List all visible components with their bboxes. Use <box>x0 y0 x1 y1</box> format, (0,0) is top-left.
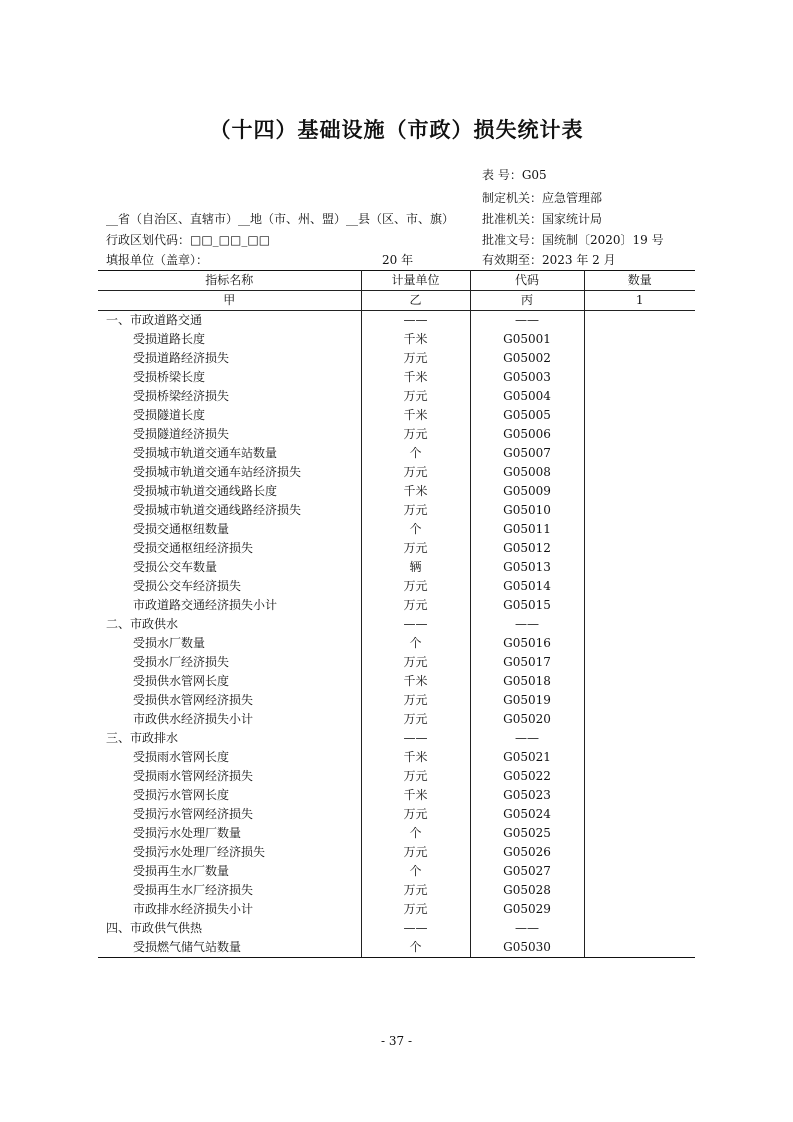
row-unit: 千米 <box>361 482 470 501</box>
row-quantity[interactable] <box>584 691 695 710</box>
row-quantity[interactable] <box>584 748 695 767</box>
row-quantity[interactable] <box>584 729 695 748</box>
row-name: 受损供水管网经济损失 <box>98 691 361 710</box>
row-name: 四、市政供气供热 <box>98 919 361 938</box>
row-quantity[interactable] <box>584 615 695 634</box>
table-row <box>98 387 695 406</box>
row-code: G05021 <box>470 748 584 767</box>
row-name: 一、市政道路交通 <box>98 311 361 331</box>
row-name: 受损隧道经济损失 <box>98 425 361 444</box>
row-quantity[interactable] <box>584 463 695 482</box>
row-code: G05017 <box>470 653 584 672</box>
loss-statistics-table <box>98 270 695 958</box>
row-unit: 万元 <box>361 767 470 786</box>
row-quantity[interactable] <box>584 387 695 406</box>
row-quantity[interactable] <box>584 786 695 805</box>
row-name: 受损隧道长度 <box>98 406 361 425</box>
row-quantity[interactable] <box>584 824 695 843</box>
row-unit: 千米 <box>361 330 470 349</box>
row-name: 受损雨水管网长度 <box>98 748 361 767</box>
page-title: （十四）基础设施（市政）损失统计表 <box>209 118 584 142</box>
row-code: G05001 <box>470 330 584 349</box>
header-code-jia: 甲 <box>98 291 361 311</box>
table-row <box>98 444 695 463</box>
row-code: G05009 <box>470 482 584 501</box>
row-quantity[interactable] <box>584 938 695 958</box>
table-row <box>98 824 695 843</box>
table-row <box>98 330 695 349</box>
row-quantity[interactable] <box>584 406 695 425</box>
row-name: 市政道路交通经济损失小计 <box>98 596 361 615</box>
row-quantity[interactable] <box>584 862 695 881</box>
row-code: G05024 <box>470 805 584 824</box>
row-code: —— <box>470 615 584 634</box>
row-unit: 万元 <box>361 577 470 596</box>
row-quantity[interactable] <box>584 805 695 824</box>
row-quantity[interactable] <box>584 368 695 387</box>
table-row <box>98 406 695 425</box>
row-quantity[interactable] <box>584 482 695 501</box>
row-unit: —— <box>361 311 470 331</box>
row-quantity[interactable] <box>584 501 695 520</box>
row-name: 受损供水管网长度 <box>98 672 361 691</box>
row-code: G05010 <box>470 501 584 520</box>
row-name: 受损污水处理厂经济损失 <box>98 843 361 862</box>
row-code: G05019 <box>470 691 584 710</box>
row-quantity[interactable] <box>584 634 695 653</box>
table-row <box>98 482 695 501</box>
row-unit: 万元 <box>361 881 470 900</box>
header-quantity: 数量 <box>584 271 695 291</box>
row-name: 市政供水经济损失小计 <box>98 710 361 729</box>
row-quantity[interactable] <box>584 900 695 919</box>
table-row <box>98 748 695 767</box>
row-code: G05013 <box>470 558 584 577</box>
row-quantity[interactable] <box>584 425 695 444</box>
row-unit: 万元 <box>361 425 470 444</box>
header-code-row <box>98 291 695 311</box>
row-unit: 万元 <box>361 843 470 862</box>
row-name: 受损再生水厂数量 <box>98 862 361 881</box>
row-name: 受损交通枢纽数量 <box>98 520 361 539</box>
row-name: 二、市政供水 <box>98 615 361 634</box>
row-name: 受损公交车数量 <box>98 558 361 577</box>
approval-doc: 批准文号：国统制〔2020〕19 号 <box>482 233 664 247</box>
row-unit: 千米 <box>361 368 470 387</box>
row-code: G05023 <box>470 786 584 805</box>
row-quantity[interactable] <box>584 577 695 596</box>
row-code: G05030 <box>470 938 584 958</box>
row-quantity[interactable] <box>584 558 695 577</box>
row-code: G05028 <box>470 881 584 900</box>
row-code: —— <box>470 729 584 748</box>
row-code: G05018 <box>470 672 584 691</box>
row-unit: 千米 <box>361 748 470 767</box>
header-row <box>98 271 695 291</box>
row-name: 受损污水处理厂数量 <box>98 824 361 843</box>
row-quantity[interactable] <box>584 653 695 672</box>
table-row <box>98 938 695 958</box>
row-code: G05012 <box>470 539 584 558</box>
row-unit: 万元 <box>361 710 470 729</box>
table-row <box>98 881 695 900</box>
row-unit: 万元 <box>361 805 470 824</box>
row-quantity[interactable] <box>584 539 695 558</box>
table-row <box>98 862 695 881</box>
approval-org: 批准机关：国家统计局 <box>482 212 603 226</box>
table-number: 表 号：G05 <box>482 168 547 182</box>
row-name: 受损水厂经济损失 <box>98 653 361 672</box>
table-row <box>98 520 695 539</box>
division-code: 行政区划代码：□□_□□_□□ <box>106 233 271 247</box>
table-row <box>98 729 695 748</box>
table-row <box>98 615 695 634</box>
row-unit: —— <box>361 615 470 634</box>
table-row <box>98 843 695 862</box>
row-unit: 千米 <box>361 406 470 425</box>
row-code: G05026 <box>470 843 584 862</box>
table-row <box>98 577 695 596</box>
table-row <box>98 539 695 558</box>
row-name: 受损城市轨道交通车站数量 <box>98 444 361 463</box>
table-row <box>98 425 695 444</box>
row-unit: 万元 <box>361 596 470 615</box>
row-name: 受损城市轨道交通线路经济损失 <box>98 501 361 520</box>
row-unit: 万元 <box>361 501 470 520</box>
table-row <box>98 900 695 919</box>
table-row <box>98 786 695 805</box>
reporting-unit: 填报单位（盖章）： <box>106 253 209 267</box>
row-name: 受损道路长度 <box>98 330 361 349</box>
row-name: 受损再生水厂经济损失 <box>98 881 361 900</box>
table-row <box>98 634 695 653</box>
row-name: 受损桥梁经济损失 <box>98 387 361 406</box>
table-row <box>98 710 695 729</box>
row-unit: 万元 <box>361 900 470 919</box>
row-unit: 辆 <box>361 558 470 577</box>
row-quantity[interactable] <box>584 444 695 463</box>
page-number: - 37 - <box>380 1034 412 1048</box>
table-row <box>98 767 695 786</box>
row-code: G05006 <box>470 425 584 444</box>
table-row <box>98 691 695 710</box>
row-name: 受损交通枢纽经济损失 <box>98 539 361 558</box>
row-unit: 个 <box>361 520 470 539</box>
row-unit: 万元 <box>361 691 470 710</box>
row-code: G05005 <box>470 406 584 425</box>
row-code: G05003 <box>470 368 584 387</box>
row-quantity[interactable] <box>584 881 695 900</box>
row-code: G05027 <box>470 862 584 881</box>
row-quantity[interactable] <box>584 710 695 729</box>
table-row <box>98 349 695 368</box>
table-row <box>98 558 695 577</box>
row-unit: 个 <box>361 444 470 463</box>
row-name: 受损污水管网长度 <box>98 786 361 805</box>
table-row <box>98 596 695 615</box>
row-unit: 万元 <box>361 539 470 558</box>
row-code: G05004 <box>470 387 584 406</box>
row-unit: —— <box>361 919 470 938</box>
row-name: 受损燃气储气站数量 <box>98 938 361 958</box>
row-unit: 个 <box>361 824 470 843</box>
table-row <box>98 311 695 331</box>
row-name: 受损桥梁长度 <box>98 368 361 387</box>
table-row <box>98 805 695 824</box>
header-unit: 计量单位 <box>361 271 470 291</box>
row-quantity[interactable] <box>584 330 695 349</box>
row-unit: 个 <box>361 938 470 958</box>
row-name: 受损公交车经济损失 <box>98 577 361 596</box>
row-code: G05022 <box>470 767 584 786</box>
header-code-yi: 乙 <box>361 291 470 311</box>
row-name: 市政排水经济损失小计 <box>98 900 361 919</box>
region-line: __省（自治区、直辖市）__地（市、州、盟）__县（区、市、旗） <box>106 212 455 226</box>
row-quantity[interactable] <box>584 349 695 368</box>
row-code: —— <box>470 919 584 938</box>
row-name: 受损污水管网经济损失 <box>98 805 361 824</box>
row-code: G05007 <box>470 444 584 463</box>
row-quantity[interactable] <box>584 672 695 691</box>
row-unit: 万元 <box>361 653 470 672</box>
header-code-1: 1 <box>584 291 695 311</box>
row-quantity[interactable] <box>584 919 695 938</box>
report-year: 20 年 <box>382 253 414 267</box>
row-code: G05015 <box>470 596 584 615</box>
row-name: 受损水厂数量 <box>98 634 361 653</box>
row-code: G05002 <box>470 349 584 368</box>
row-unit: —— <box>361 729 470 748</box>
table-row <box>98 653 695 672</box>
row-code: G05011 <box>470 520 584 539</box>
row-unit: 万元 <box>361 349 470 368</box>
row-name: 受损道路经济损失 <box>98 349 361 368</box>
row-code: G05014 <box>470 577 584 596</box>
row-quantity[interactable] <box>584 843 695 862</box>
header-indicator-name: 指标名称 <box>98 271 361 291</box>
row-code: —— <box>470 311 584 331</box>
row-name: 受损城市轨道交通车站经济损失 <box>98 463 361 482</box>
table-row <box>98 501 695 520</box>
table-row <box>98 919 695 938</box>
row-unit: 千米 <box>361 672 470 691</box>
table-row <box>98 368 695 387</box>
row-code: G05025 <box>470 824 584 843</box>
row-quantity[interactable] <box>584 767 695 786</box>
row-code: G05016 <box>470 634 584 653</box>
row-unit: 万元 <box>361 463 470 482</box>
row-unit: 万元 <box>361 387 470 406</box>
row-name: 受损城市轨道交通线路长度 <box>98 482 361 501</box>
valid-until: 有效期至：2023 年 2 月 <box>482 253 616 267</box>
row-quantity[interactable] <box>584 311 695 331</box>
header-code: 代码 <box>470 271 584 291</box>
row-name: 三、市政排水 <box>98 729 361 748</box>
row-code: G05020 <box>470 710 584 729</box>
row-quantity[interactable] <box>584 596 695 615</box>
row-unit: 个 <box>361 862 470 881</box>
row-code: G05029 <box>470 900 584 919</box>
row-unit: 个 <box>361 634 470 653</box>
row-unit: 千米 <box>361 786 470 805</box>
header-code-bing: 丙 <box>470 291 584 311</box>
table-row <box>98 672 695 691</box>
row-name: 受损雨水管网经济损失 <box>98 767 361 786</box>
row-code: G05008 <box>470 463 584 482</box>
authority: 制定机关：应急管理部 <box>482 191 603 205</box>
table-row <box>98 463 695 482</box>
row-quantity[interactable] <box>584 520 695 539</box>
